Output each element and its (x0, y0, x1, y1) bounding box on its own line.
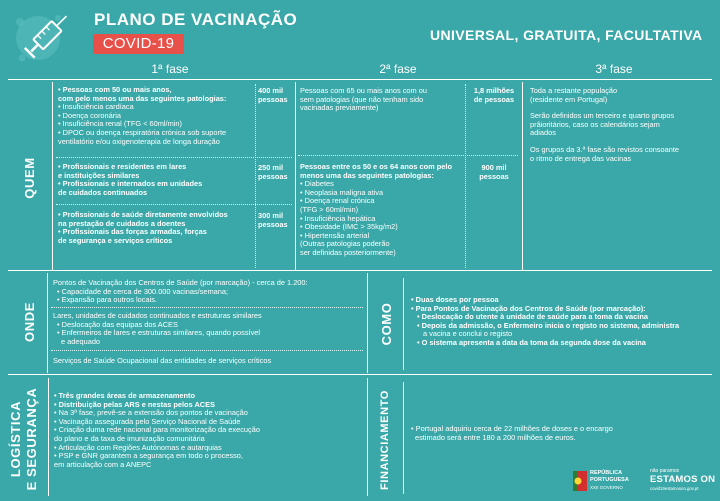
phase1-group-2-line: de cuidados continuados (58, 187, 148, 197)
coat-of-arms-icon (573, 471, 587, 491)
phase2-group-2-line: • Hipertensão arterial (300, 230, 370, 240)
logistica-line: em articulação com a ANEPC (54, 459, 152, 469)
phase3-line: prâioritários, caso os calendários sejam (530, 119, 660, 129)
onde-divider-2 (51, 350, 363, 351)
logistica-line: • Criação duma rede nacional para monitorização da execução (54, 425, 260, 435)
logistica-left-divider (48, 378, 49, 496)
phase1-group-3-line: • Profissionais de saúde diretamente envolvidos (58, 210, 228, 219)
phase2-group-2 (300, 163, 452, 258)
phase1-row1-divider (56, 157, 292, 158)
logistica-line: • Na 3ª fase, prevê-se a extensão dos pontos de vacinação (54, 408, 248, 418)
logistica-content (54, 392, 260, 469)
phase2-group-2-count (468, 164, 520, 181)
financiamento-label: FINANCIAMENTO (379, 390, 391, 490)
campaign-small-text: não paramos (650, 468, 680, 474)
phase1-group-3 (58, 211, 228, 245)
phase-1-header: 1ª fase (151, 62, 189, 76)
logistica-line: • Articulação com Regiões Autónomas e autarquias (54, 442, 222, 452)
onde-line: e adequado (61, 336, 101, 346)
gov-name-line-2: PORTUGUESA (590, 477, 629, 483)
phase1-group-2-line: • Profissionais e internados em unidades (58, 179, 203, 189)
phase3-content (530, 87, 679, 163)
campaign-url: covid19estamoson.gov.pt (650, 486, 699, 491)
quem-left-divider (52, 82, 53, 270)
phase2-group-1 (300, 87, 427, 113)
onde-line: Pontos de Vacinação dos Centros de Saúde (por marcação) - cerca de 1.200: (53, 278, 308, 287)
phase2-group-2-line: • Doença renal crónica (300, 196, 375, 206)
phase1-group-3-count (258, 212, 288, 229)
phase2-group-2-line: Pessoas entre os 50 e os 64 anos com pelo (300, 162, 452, 171)
phase1-group-3-line: na prestação de cuidados a doentes (58, 218, 186, 228)
phase1-group-1-line: ventilatório e/ou oxigenoterapia de longa duração (58, 136, 220, 146)
logistica-line: • Três grandes áreas de armazenamento (54, 391, 196, 400)
phase1-group-2-line: • Profissionais e residentes em lares (58, 162, 187, 171)
tagline: UNIVERSAL, GRATUITA, FACULTATIVA (430, 27, 703, 43)
phase1-group-2-count (258, 164, 288, 181)
count-value: 1,8 milhões (473, 86, 515, 95)
onde-line: • Enfermeiros de lares e estruturas similares, quando possível (57, 328, 261, 338)
onde-como-divider (367, 273, 368, 373)
onde-label: ONDE (22, 302, 37, 342)
phase2-phase3-divider (522, 82, 523, 270)
phase1-group-1-line: • DPOC ou doença respiratória crónica sob suporte (58, 127, 227, 137)
onde-line: Lares, unidades de cuidados continuados e estruturas similares (53, 311, 262, 320)
como-content (411, 296, 679, 348)
phase1-group-2 (58, 163, 202, 197)
count-unit: pessoas (258, 171, 288, 181)
como-line: a vacina e conclui o registo (423, 329, 513, 339)
phase2-group-2-line: • Insuficiência hepática (300, 213, 376, 223)
onde-left-divider (47, 273, 48, 373)
count-unit: pessoas (479, 171, 509, 181)
covid-badge-label: COVID-19 (102, 35, 175, 52)
phase2-group-1-line: sem patologias (que não tenham sido (300, 94, 424, 104)
phase2-group-2-line: menos uma das seguintes patologias: (300, 170, 434, 180)
count-value: 300 mil (258, 211, 284, 220)
phase1-group-2-line: e instituições similares (58, 170, 140, 180)
onde-block-1 (53, 279, 308, 305)
vaccine-syringe-icon (0, 0, 92, 78)
phase2-group-2-line: (Outras patologias poderão (300, 239, 390, 249)
financiamento-line: • Portugal adquiriu cerca de 22 milhões de doses e o encargo (411, 424, 613, 433)
onde-line: • Deslocação das equipas dos ACES (57, 319, 178, 329)
phase2-group-2-line: • Neoplasia maligna ativa (300, 187, 384, 197)
phase-3-header: 3ª fase (595, 62, 633, 76)
phase2-row-divider (298, 155, 518, 156)
onde-divider-1 (51, 307, 363, 308)
logistica-label-line: LOGÍSTICA (8, 400, 23, 478)
phase2-group-1-line: Pessoas com 65 ou mais anos com ou (300, 86, 427, 95)
gov-name-line-3: XXII GOVERNO (590, 485, 623, 490)
phase-header-divider (8, 79, 712, 80)
logistica-line: • Vacinação assegurada pelo Serviço Nacional de Saúde (54, 416, 241, 426)
count-value: 400 mil (258, 86, 284, 95)
phase3-line: o ritmo de entrega das vacinas (530, 153, 632, 163)
phase1-group-3-line: de segurança e serviços críticos (58, 235, 173, 245)
count-value: 250 mil (258, 163, 284, 172)
phase1-group-1-line: • Pessoas com 50 ou mais anos, (58, 85, 172, 94)
onde-line: • Expansão para outros locais. (57, 295, 157, 305)
como-label: COMO (379, 302, 394, 346)
logistica-financiamento-divider (367, 378, 368, 496)
phase2-group-2-line: • Obesidade (IMC > 35kg/m2) (300, 222, 398, 232)
count-unit: de pessoas (473, 94, 515, 104)
count-unit: pessoas (258, 219, 288, 229)
gov-name-line-1: REPÚBLICA (590, 470, 623, 476)
phase3-line: Toda a restante população (530, 86, 618, 95)
campaign-name: ESTAMOS ON (650, 474, 716, 485)
phase2-count-divider (465, 84, 466, 268)
como-line: • Para Pontos de Vacinação dos Centros de Saúde (por marcação): (411, 303, 646, 313)
financiamento-left-divider (403, 382, 404, 494)
quem-label: QUEM (22, 157, 37, 199)
onde-bottom-divider (8, 374, 712, 375)
onde-block-2 (53, 312, 262, 346)
phase3-line: Os grupos da 3.ª fase são revistos consoante (530, 144, 679, 154)
phase2-group-1-line: vacinadas previamente) (300, 103, 379, 113)
como-line: • Duas doses por pessoa (411, 295, 499, 304)
phase1-group-1-line: • Insuficiência renal (TFG < 60ml/min) (58, 119, 182, 129)
logistica-line: • PSP e GNR garantem a segurança em todo o processo, (54, 451, 243, 461)
government-logo (573, 469, 645, 495)
phase1-row2-divider (56, 204, 292, 205)
phase1-phase2-divider (295, 82, 296, 270)
como-line: • Deslocação do utente à unidade de saúde para a toma da vacina (417, 312, 648, 322)
logistica-line: • Distribuição pelas ARS e nestas pelos ACES (54, 399, 215, 409)
financiamento-content (411, 425, 613, 442)
phase1-group-3-line: • Profissionais das forças armadas, forças (58, 227, 207, 237)
phase3-line: adiados (530, 128, 556, 138)
phase1-group-1-count (258, 87, 288, 104)
phase1-group-1-line: • Doença coronária (58, 110, 121, 120)
count-value: 900 mil (481, 163, 507, 172)
phase1-group-1-line: • Insuficiência cardíaca (58, 102, 134, 112)
phase1-group-1-line: com pelo menos uma das seguintes patologias: (58, 93, 227, 103)
phase2-group-2-line: ser definidas posteriormente) (300, 247, 396, 257)
phase-2-header: 2ª fase (379, 62, 417, 76)
phase3-line: (residente em Portugal) (530, 94, 608, 104)
como-line: • O sistema apresenta a data da toma da segunda dose da vacina (417, 337, 646, 347)
logistica-line: do plano e da taxa de imunização comunitária (54, 433, 205, 443)
como-left-divider (403, 278, 404, 370)
onde-block-3 (53, 357, 271, 366)
count-unit: pessoas (258, 94, 288, 104)
phase3-line: Serão definidos um terceiro e quarto grupos (530, 111, 675, 121)
como-line: • Depois da admissão, o Enfermeiro inicia o registo no sistema, administra (417, 320, 680, 330)
onde-line: • Capacidade de cerca de 300.000 vacinas/semana; (57, 286, 229, 296)
estamos-on-logo (648, 468, 716, 496)
phase1-group-1 (58, 86, 226, 146)
financiamento-line: estimado será entre 180 a 200 milhões de euros. (415, 432, 576, 442)
phase2-group-2-line: (TFG > 60ml/min) (300, 204, 359, 214)
logistica-label-line: E SEGURANÇA (24, 387, 39, 491)
logistica-label (8, 384, 42, 494)
onde-line: Serviços de Saúde Ocupacional das entidades de serviços críticos (53, 356, 272, 365)
phase2-group-2-line: • Diabetes (300, 179, 334, 189)
page-title: PLANO DE VACINAÇÃO (94, 10, 298, 29)
quem-bottom-divider (8, 270, 712, 271)
phase2-group-1-count (468, 87, 520, 104)
phase1-count-divider (255, 84, 256, 268)
